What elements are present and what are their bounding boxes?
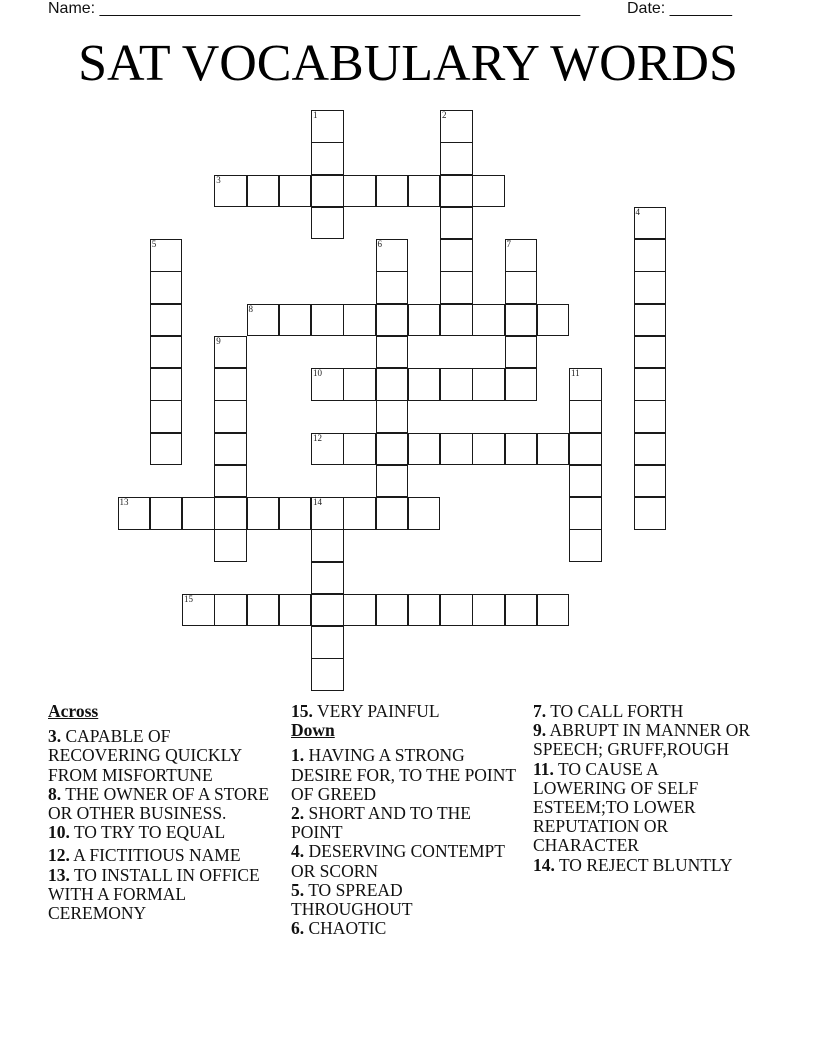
grid-cell[interactable]	[343, 304, 376, 337]
grid-cell[interactable]	[634, 497, 667, 530]
grid-cell[interactable]	[569, 465, 602, 498]
date-field-label: Date: _______	[627, 0, 732, 17]
grid-cell[interactable]	[569, 529, 602, 562]
grid-cell[interactable]	[150, 433, 183, 466]
clue-across-3: 3. CAPABLE OF RECOVERING QUICKLY FROM MISFORTUNE	[48, 726, 242, 785]
grid-cell[interactable]	[440, 207, 473, 240]
grid-cell[interactable]	[440, 271, 473, 304]
clue-across-12: 12. A FICTITIOUS NAME	[48, 845, 241, 866]
grid-cell[interactable]	[150, 497, 183, 530]
grid-cell[interactable]	[634, 239, 667, 272]
grid-cell[interactable]	[634, 433, 667, 466]
grid-cell[interactable]	[472, 433, 505, 466]
clue-number: 15	[184, 593, 193, 604]
grid-cell[interactable]	[311, 658, 344, 691]
grid-cell[interactable]	[214, 368, 247, 401]
grid-cell[interactable]	[634, 207, 667, 240]
clue-number: 11	[571, 368, 580, 378]
grid-cell[interactable]	[214, 175, 247, 208]
clue-number: 13	[119, 497, 129, 507]
grid-cell[interactable]	[279, 497, 312, 530]
grid-cell[interactable]	[214, 400, 247, 433]
clue-number: 4	[635, 206, 640, 217]
grid-cell[interactable]	[634, 271, 667, 304]
grid-cell[interactable]	[634, 465, 667, 498]
grid-cell[interactable]	[505, 304, 538, 337]
grid-cell[interactable]	[214, 336, 247, 369]
clue-across-10: 10. TO TRY TO EQUAL	[48, 822, 226, 843]
grid-cell[interactable]	[214, 594, 247, 627]
grid-cell[interactable]	[376, 433, 409, 466]
clue-down-14: 14. TO REJECT BLUNTLY	[533, 854, 733, 875]
grid-cell[interactable]	[376, 497, 409, 530]
grid-cell[interactable]	[311, 110, 344, 143]
grid-cell[interactable]	[505, 239, 538, 272]
grid-cell[interactable]	[634, 336, 667, 369]
grid-cell[interactable]	[247, 304, 280, 337]
grid-cell[interactable]	[408, 368, 441, 401]
grid-cell[interactable]	[279, 175, 312, 208]
grid-cell[interactable]	[537, 304, 570, 337]
grid-cell[interactable]	[537, 594, 570, 627]
grid-cell[interactable]	[150, 239, 183, 272]
grid-cell[interactable]	[214, 433, 247, 466]
page-title: SAT VOCABULARY WORDS	[78, 35, 738, 92]
grid-cell[interactable]	[311, 594, 344, 627]
grid-cell[interactable]	[182, 497, 215, 530]
clue-down-2: 2. SHORT AND TO THE POINT	[291, 803, 471, 843]
grid-cell[interactable]	[150, 304, 183, 337]
clue-number: 8	[248, 303, 253, 314]
grid-cell[interactable]	[537, 433, 570, 466]
grid-cell[interactable]	[376, 594, 409, 627]
clue-number: 7	[506, 239, 511, 249]
grid-cell[interactable]	[569, 433, 602, 466]
clue-down-4: 4. DESERVING CONTEMPT OR SCORN	[291, 841, 505, 881]
clue-across-15: 15. VERY PAINFUL	[291, 701, 440, 721]
grid-cell[interactable]	[150, 400, 183, 433]
grid-cell[interactable]	[376, 368, 409, 401]
grid-cell[interactable]	[311, 368, 344, 401]
clue-column-1	[48, 702, 280, 923]
grid-cell[interactable]	[408, 594, 441, 627]
grid-cell[interactable]	[214, 497, 247, 530]
clue-number: 14	[313, 497, 322, 507]
grid-cell[interactable]	[472, 368, 505, 401]
clue-number: 2	[442, 110, 447, 120]
grid-cell[interactable]	[247, 594, 280, 627]
clue-number: 6	[377, 239, 382, 249]
across-heading: Across	[48, 701, 99, 721]
grid-cell[interactable]	[440, 175, 473, 208]
grid-cell[interactable]	[440, 142, 473, 175]
clue-column-3	[533, 702, 755, 875]
grid-cell[interactable]	[408, 433, 441, 466]
grid-cell[interactable]	[311, 626, 344, 659]
grid-cell[interactable]	[311, 304, 344, 337]
grid-cell[interactable]	[569, 400, 602, 433]
clue-across-13: 13. TO INSTALL IN OFFICE WITH A FORMAL CEREMONY	[48, 864, 260, 924]
grid-cell[interactable]	[150, 271, 183, 304]
grid-cell[interactable]	[247, 175, 280, 208]
grid-cell[interactable]	[505, 433, 538, 466]
grid-cell[interactable]	[376, 175, 409, 208]
clue-number: 5	[151, 239, 157, 249]
grid-cell[interactable]	[376, 336, 409, 369]
grid-cell[interactable]	[247, 497, 280, 530]
clue-down-7: 7. TO CALL FORTH	[533, 701, 684, 721]
grid-cell[interactable]	[279, 594, 312, 627]
grid-cell[interactable]	[505, 271, 538, 304]
grid-cell[interactable]	[634, 368, 667, 401]
grid-cell[interactable]	[311, 529, 344, 562]
clue-number: 1	[313, 110, 318, 120]
grid-cell[interactable]	[408, 175, 441, 208]
grid-cell[interactable]	[311, 433, 344, 466]
grid-cell[interactable]	[440, 433, 473, 466]
grid-cell[interactable]	[376, 271, 409, 304]
grid-cell[interactable]	[440, 304, 473, 337]
clue-down-6: 6. CHAOTIC	[291, 918, 387, 939]
grid-cell[interactable]	[118, 497, 151, 530]
grid-cell[interactable]	[311, 175, 344, 208]
grid-cell[interactable]	[311, 497, 344, 530]
grid-cell[interactable]	[472, 304, 505, 337]
clue-number: 9	[216, 335, 221, 346]
grid-cell[interactable]	[376, 239, 409, 272]
grid-cell[interactable]	[214, 465, 247, 498]
clue-down-5: 5. TO SPREAD THROUGHOUT	[291, 879, 413, 920]
grid-cell[interactable]	[343, 368, 376, 401]
grid-cell[interactable]	[505, 368, 538, 401]
grid-cell[interactable]	[569, 368, 602, 401]
grid-cell[interactable]	[408, 304, 441, 337]
grid-cell[interactable]	[440, 110, 473, 143]
grid-cell[interactable]	[150, 368, 183, 401]
grid-cell[interactable]	[440, 239, 473, 272]
grid-cell[interactable]	[311, 142, 344, 175]
grid-cell[interactable]	[343, 175, 376, 208]
clue-across-8: 8. THE OWNER OF A STORE OR OTHER BUSINESS.	[48, 783, 270, 824]
grid-cell[interactable]	[311, 207, 344, 240]
clue-number: 10	[313, 368, 322, 378]
clue-number: 3	[216, 174, 221, 185]
grid-cell[interactable]	[440, 594, 473, 627]
grid-cell[interactable]	[634, 400, 667, 433]
grid-cell[interactable]	[279, 304, 312, 337]
grid-cell[interactable]	[472, 175, 505, 208]
grid-cell[interactable]	[214, 529, 247, 562]
name-field-label: Name: ______________________________________________________	[48, 0, 581, 17]
grid-cell[interactable]	[150, 336, 183, 369]
grid-cell[interactable]	[376, 304, 409, 337]
grid-cell[interactable]	[311, 562, 344, 595]
clue-down-11: 11. TO CAUSE A LOWERING OF SELF ESTEEM;TO LOWER REPUTATION OR CHARACTER	[533, 758, 699, 856]
grid-cell[interactable]	[505, 594, 538, 627]
clue-down-1: 1. HAVING A STRONG DESIRE FOR, TO THE POINT OF GREED	[291, 745, 516, 804]
grid-cell[interactable]	[343, 497, 376, 530]
grid-cell[interactable]	[343, 433, 376, 466]
grid-cell[interactable]	[182, 594, 215, 627]
grid-cell[interactable]	[343, 594, 376, 627]
grid-cell[interactable]	[505, 336, 538, 369]
grid-cell[interactable]	[569, 497, 602, 530]
grid-cell[interactable]	[472, 594, 505, 627]
grid-cell[interactable]	[634, 304, 667, 337]
grid-cell[interactable]	[408, 497, 441, 530]
grid-cell[interactable]	[376, 400, 409, 433]
clue-column-2	[291, 702, 519, 938]
grid-cell[interactable]	[440, 368, 473, 401]
grid-cell[interactable]	[376, 465, 409, 498]
clue-number: 12	[313, 432, 322, 443]
down-heading: Down	[291, 720, 335, 741]
clue-down-9: 9. ABRUPT IN MANNER OR SPEECH; GRUFF,ROUGH	[533, 720, 751, 760]
